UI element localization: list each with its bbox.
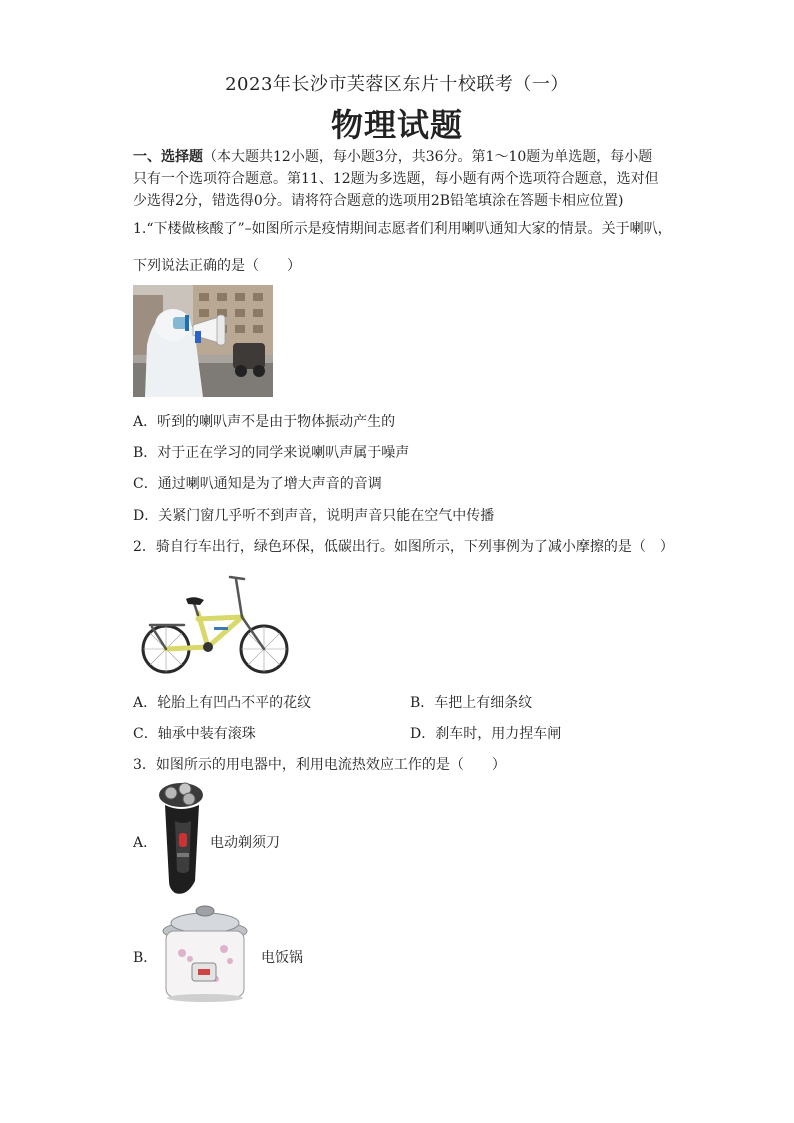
rice-cooker-image bbox=[160, 903, 250, 1003]
q3-option-a-letter: A． bbox=[133, 835, 158, 851]
exam-title: 2023年长沙市芙蓉区东片十校联考（一） bbox=[225, 74, 569, 95]
q3-stem: 3．如图所示的用电器中，利用电流热效应工作的是（ ） bbox=[133, 757, 506, 773]
subject-title: 物理试题 bbox=[330, 106, 463, 144]
q2-option-b: B．车把上有细条纹 bbox=[410, 695, 533, 711]
q2-option-a: A．轮胎上有凹凸不平的花纹 bbox=[133, 695, 312, 711]
section-heading: 一、选择题 bbox=[133, 149, 203, 165]
volunteer-megaphone-photo bbox=[133, 285, 273, 397]
section-instructions-line3: 少选得2分，错选得0分。请将符合题意的选项用2B铅笔填涂在答题卡相应位置) bbox=[133, 193, 624, 209]
q1-option-a: A．听到的喇叭声不是由于物体振动产生的 bbox=[133, 414, 396, 430]
q1-option-c: C．通过喇叭通知是为了增大声音的音调 bbox=[133, 476, 382, 492]
q3-option-b-letter: B． bbox=[133, 950, 158, 966]
instructions-text-1: （本大题共12小题，每小题3分，共36分。第1～10题为单选题，每小题 bbox=[203, 149, 653, 165]
q2-stem: 2．骑自行车出行，绿色环保，低碳出行。如图所示，下列事例为了减小摩擦的是（ ） bbox=[133, 539, 674, 555]
q1-option-d: D．关紧门窗几乎听不到声音，说明声音只能在空气中传播 bbox=[133, 508, 495, 524]
q1-stem-line2: 下列说法正确的是（ ） bbox=[133, 258, 301, 274]
bicycle-photo bbox=[138, 573, 292, 677]
q2-option-c: C．轴承中装有滚珠 bbox=[133, 726, 256, 742]
section-instructions-line1 bbox=[133, 146, 652, 166]
q1-option-b: B．对于正在学习的同学来说喇叭声属于噪声 bbox=[133, 445, 410, 461]
q2-option-d: D．刹车时，用力捏车闸 bbox=[410, 726, 562, 742]
q3-option-a-caption: 电动剃须刀 bbox=[210, 835, 280, 851]
q3-option-b-caption: 电饭锅 bbox=[261, 950, 303, 966]
electric-shaver-image bbox=[155, 781, 205, 899]
section-instructions-line2: 只有一个选项符合题意。第11、12题为多选题，每小题有两个选项符合题意，选对但 bbox=[133, 171, 659, 187]
q1-stem-line1: 1.“下楼做核酸了”–如图所示是疫情期间志愿者们利用喇叭通知大家的情景。关于喇叭， bbox=[133, 221, 672, 237]
